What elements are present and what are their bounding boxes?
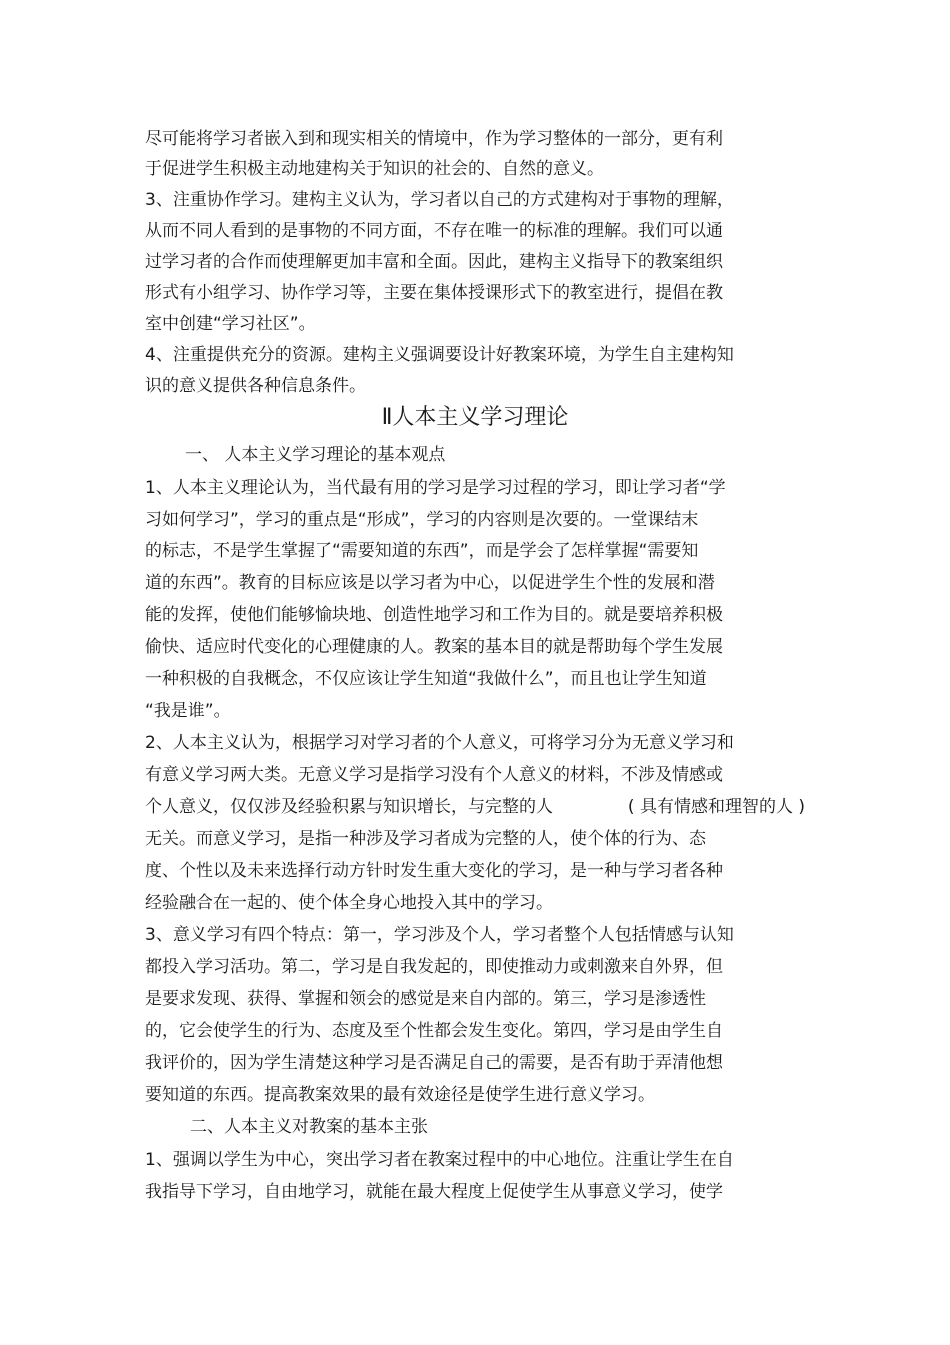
- text-line-left: 个人意义，仅仅涉及经验积累与知识增长，与完整的人: [145, 797, 553, 817]
- text-line: 3、注重协作学习。建构主义认为，学习者以自己的方式建构对于事物的理解，: [145, 190, 734, 210]
- text-line: 过学习者的合作而使理解更加丰富和全面。因此，建构主义指导下的教案组织: [145, 252, 723, 272]
- text-line: 一种积极的自我概念，不仅应该让学生知道“我做什么”，而且也让学生知道: [145, 669, 707, 689]
- text-line: 经验融合在一起的、使个体全身心地投入其中的学习。: [145, 893, 553, 913]
- text-line: 1、强调以学生为中心，突出学习者在教案过程中的中心地位。注重让学生在自: [145, 1150, 734, 1170]
- text-line: 识的意义提供各种信息条件。: [145, 376, 366, 396]
- text-line: [145, 797, 805, 817]
- text-line: 3、意义学习有四个特点：第一，学习涉及个人，学习者整个人包括情感与认知: [145, 925, 734, 945]
- text-line: 从而不同人看到的是事物的不同方面，不存在唯一的标准的理解。我们可以通: [145, 221, 723, 241]
- text-line: 于促进学生积极主动地建构关于知识的社会的、自然的意义。: [145, 159, 604, 179]
- text-line: 度、个性以及未来选择行动方针时发生重大变化的学习，是一种与学习者各种: [145, 861, 723, 881]
- text-line: 都投入学习活功。第二，学习是自我发起的，即使推动力或刺激来自外界，但: [145, 957, 723, 977]
- text-line: 形式有小组学习、协作学习等，主要在集体授课形式下的教室进行，提倡在教: [145, 283, 723, 303]
- section-title: Ⅱ人本主义学习理论: [381, 405, 569, 430]
- text-line: 偷快、适应时代变化的心理健康的人。教案的基本目的就是帮助每个学生发展: [145, 637, 723, 657]
- text-line: 尽可能将学习者嵌入到和现实相关的情境中，作为学习整体的一部分，更有利: [145, 129, 723, 149]
- text-line: 道的东西”。教育的目标应该是以学习者为中心，以促进学生个性的发展和潜: [145, 573, 715, 593]
- text-line: 1、人本主义理论认为，当代最有用的学习是学习过程的学习，即让学习者“学: [145, 478, 726, 498]
- text-line: 要知道的东西。提高教案效果的最有效途径是使学生进行意义学习。: [145, 1085, 655, 1105]
- subheading: 一、 人本主义学习理论的基本观点: [185, 445, 446, 465]
- text-line: 有意义学习两大类。无意义学习是指学习没有个人意义的材料，不涉及情感或: [145, 765, 723, 785]
- text-line: 无关。而意义学习，是指一种涉及学习者成为完整的人，使个体的行为、态: [145, 829, 706, 849]
- subheading: 二、人本主义对教案的基本主张: [190, 1117, 428, 1137]
- text-line: 习如何学习”，学习的重点是“形成”，学习的内容则是次要的。一堂课结末: [145, 510, 699, 530]
- text-line: 能的发挥，使他们能够愉块地、创造性地学习和工作为目的。就是要培养积极: [145, 605, 723, 625]
- text-line: 我指导下学习，自由地学习，就能在最大程度上促使学生从事意义学习，使学: [145, 1182, 723, 1202]
- text-line-right: ( 具有情感和理智的人 ): [627, 797, 805, 817]
- text-line: 2、人本主义认为，根据学习对学习者的个人意义，可将学习分为无意义学习和: [145, 733, 734, 753]
- text-line: 是要求发现、获得、掌握和领会的感觉是来自内部的。第三，学习是渗透性: [145, 989, 706, 1009]
- text-line: “我是谁”。: [145, 701, 231, 721]
- text-line: 室中创建“学习社区”。: [145, 314, 316, 334]
- text-line: 的，它会使学生的行为、态度及至个性都会发生变化。第四，学习是由学生自: [145, 1021, 723, 1041]
- text-line: 我评价的，因为学生清楚这种学习是否满足自己的需要，是否有助于弄清他想: [145, 1053, 723, 1073]
- text-line: 4、注重提供充分的资源。建构主义强调要设计好教案环境，为学生自主建构知: [145, 345, 734, 365]
- text-line: 的标志，不是学生掌握了“需要知道的东西”，而是学会了怎样掌握“需要知: [145, 541, 699, 561]
